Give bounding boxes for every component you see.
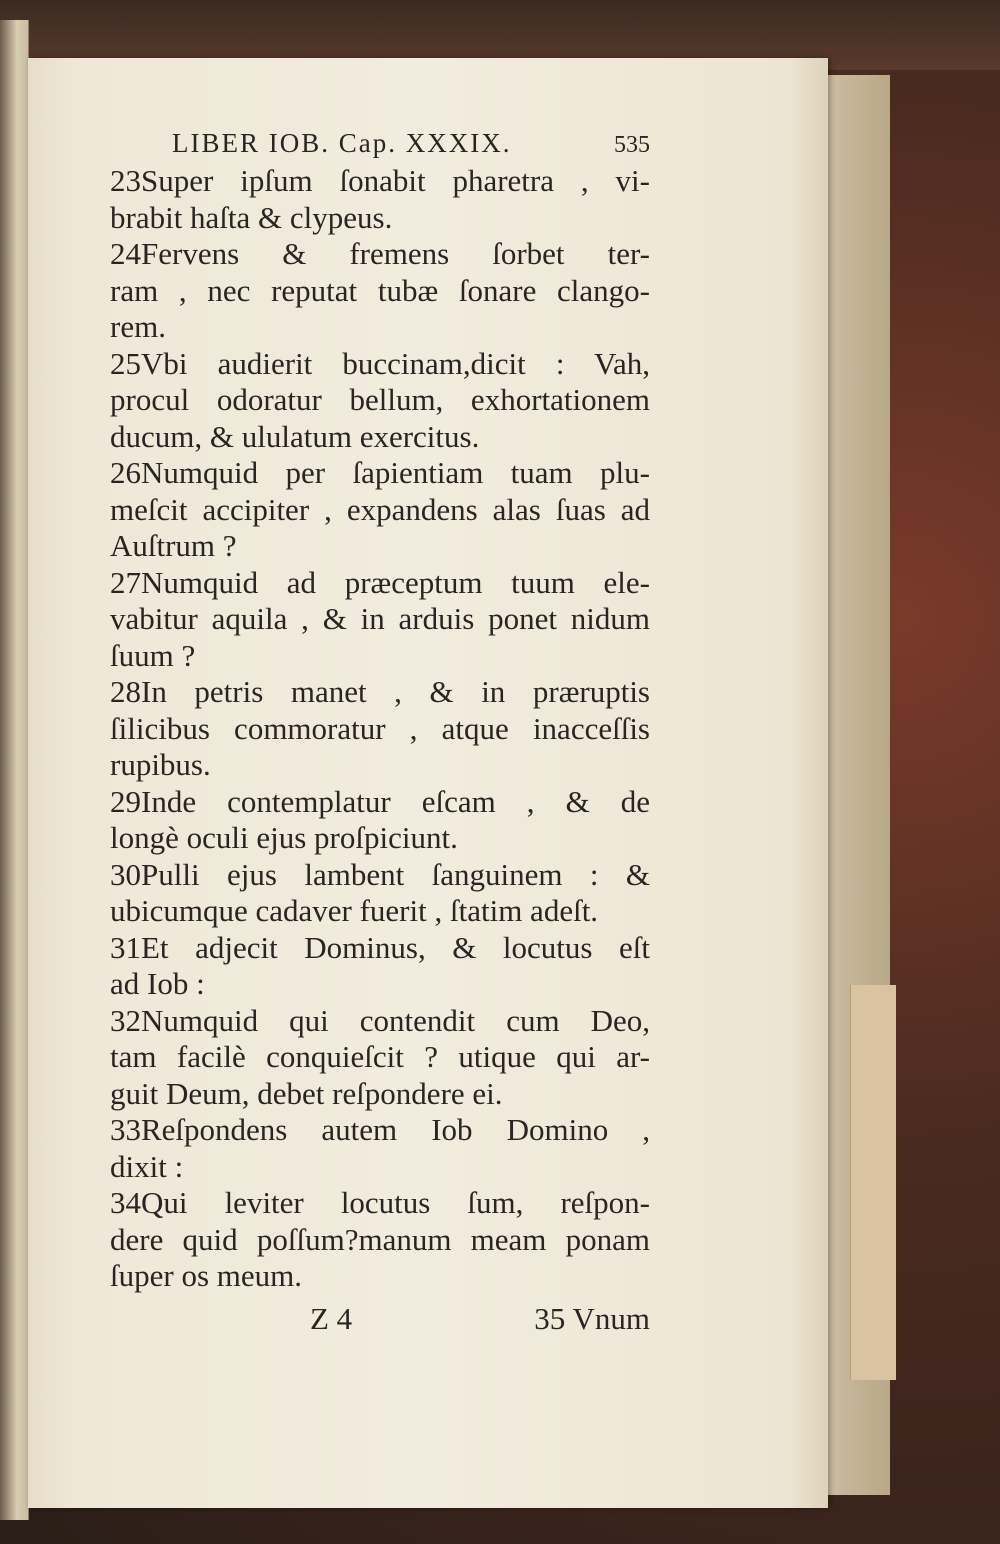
facing-page-edge — [0, 20, 29, 1520]
line-text: guit Deum, debet reſpondere ei. — [110, 1075, 503, 1111]
text-line — [110, 1222, 650, 1259]
line-text: brabit haſta & clypeus. — [110, 199, 393, 235]
text-line — [110, 966, 650, 1003]
text-line — [110, 711, 650, 748]
text-line — [110, 236, 650, 273]
text-line — [110, 1039, 650, 1076]
text-line — [110, 1112, 650, 1149]
text-line — [110, 528, 650, 565]
signature-mark: Z 4 — [310, 1300, 353, 1336]
verse-number: 34 — [110, 1185, 141, 1220]
line-text: Inde contemplatur eſcam , & de — [141, 783, 650, 819]
line-text: Auſtrum ? — [110, 528, 237, 563]
line-text: ſuper os meum. — [110, 1258, 302, 1293]
page-number: 535 — [614, 132, 650, 158]
line-text: ſilicibus commoratur , atque inacceſſis — [110, 710, 650, 746]
page-footer — [110, 1301, 650, 1338]
catchword: 35 Vnum — [534, 1300, 650, 1336]
text-line — [110, 784, 650, 821]
text-line — [110, 893, 650, 930]
text-line — [110, 1258, 650, 1295]
text-line — [110, 674, 650, 711]
line-text: ubicumque cadaver fuerit , ſtatim adeſt. — [110, 893, 599, 928]
page-text — [110, 125, 650, 1337]
text-line — [110, 565, 650, 602]
text-line — [110, 492, 650, 529]
verse-number: 30 — [110, 856, 141, 892]
line-text: ram , nec reputat tubæ ſonare clango- — [110, 272, 650, 308]
line-text: ſuum ? — [110, 637, 196, 673]
text-line — [110, 638, 650, 675]
text-line — [110, 163, 650, 200]
text-line — [110, 200, 650, 237]
text-line — [110, 309, 650, 346]
line-text: ducum, & ululatum exercitus. — [110, 418, 480, 454]
line-text: Numquid per ſapientiam tuam plu- — [141, 455, 650, 490]
verse-number: 29 — [110, 783, 141, 819]
line-text: Pulli ejus lambent ſanguinem : & — [141, 856, 650, 892]
line-text: rupibus. — [110, 747, 211, 782]
verse-number: 25 — [110, 345, 141, 381]
line-text: dixit : — [110, 1148, 184, 1184]
text-line — [110, 455, 650, 492]
line-text: Reſpondens autem Iob Domino , — [141, 1112, 650, 1147]
verse-block — [110, 163, 650, 1295]
text-line — [110, 857, 650, 894]
text-line — [110, 382, 650, 419]
text-line — [110, 1149, 650, 1186]
line-text: tam facilè conquieſcit ? utique qui ar- — [110, 1039, 650, 1074]
verse-number: 32 — [110, 1002, 141, 1038]
text-line — [110, 1076, 650, 1113]
verse-number: 33 — [110, 1112, 141, 1147]
verse-number: 31 — [110, 929, 141, 965]
line-text: In petris manet , & in præruptis — [141, 674, 650, 709]
line-text: Numquid qui contendit cum Deo, — [141, 1002, 650, 1038]
text-line — [110, 419, 650, 456]
text-line — [110, 820, 650, 857]
line-text: ad Iob : — [110, 966, 205, 1001]
text-line — [110, 1185, 650, 1222]
verse-number: 23 — [110, 163, 141, 198]
running-header — [110, 125, 650, 163]
text-line — [110, 747, 650, 784]
verse-number: 24 — [110, 236, 141, 271]
line-text: meſcit accipiter , expandens alas ſuas ad — [110, 491, 650, 527]
line-text: Super ipſum ſonabit pharetra , vi- — [141, 163, 650, 198]
line-text: Et adjecit Dominus, & locutus eſt — [141, 929, 650, 965]
paper-slip — [850, 985, 896, 1380]
line-text: procul odoratur bellum, exhortationem — [110, 382, 650, 417]
verse-number: 28 — [110, 674, 141, 709]
text-line — [110, 1003, 650, 1040]
running-title: LIBER IOB. Cap. XXXIX. — [172, 128, 512, 158]
text-line — [110, 930, 650, 967]
text-line — [110, 273, 650, 310]
line-text: Qui leviter locutus ſum, reſpon- — [141, 1185, 650, 1220]
line-text: Vbi audierit buccinam,dicit : Vah, — [141, 345, 650, 381]
line-text: vabitur aquila , & in arduis ponet nidum — [110, 601, 650, 636]
verse-number: 27 — [110, 564, 141, 600]
line-text: rem. — [110, 309, 166, 344]
line-text: Fervens & fremens ſorbet ter- — [141, 236, 650, 271]
text-line — [110, 601, 650, 638]
line-text: Numquid ad præceptum tuum ele- — [141, 564, 650, 600]
line-text: dere quid poſſum?manum meam ponam — [110, 1221, 650, 1257]
verse-number: 26 — [110, 455, 141, 490]
text-line — [110, 346, 650, 383]
line-text: longè oculi ejus proſpiciunt. — [110, 820, 458, 855]
